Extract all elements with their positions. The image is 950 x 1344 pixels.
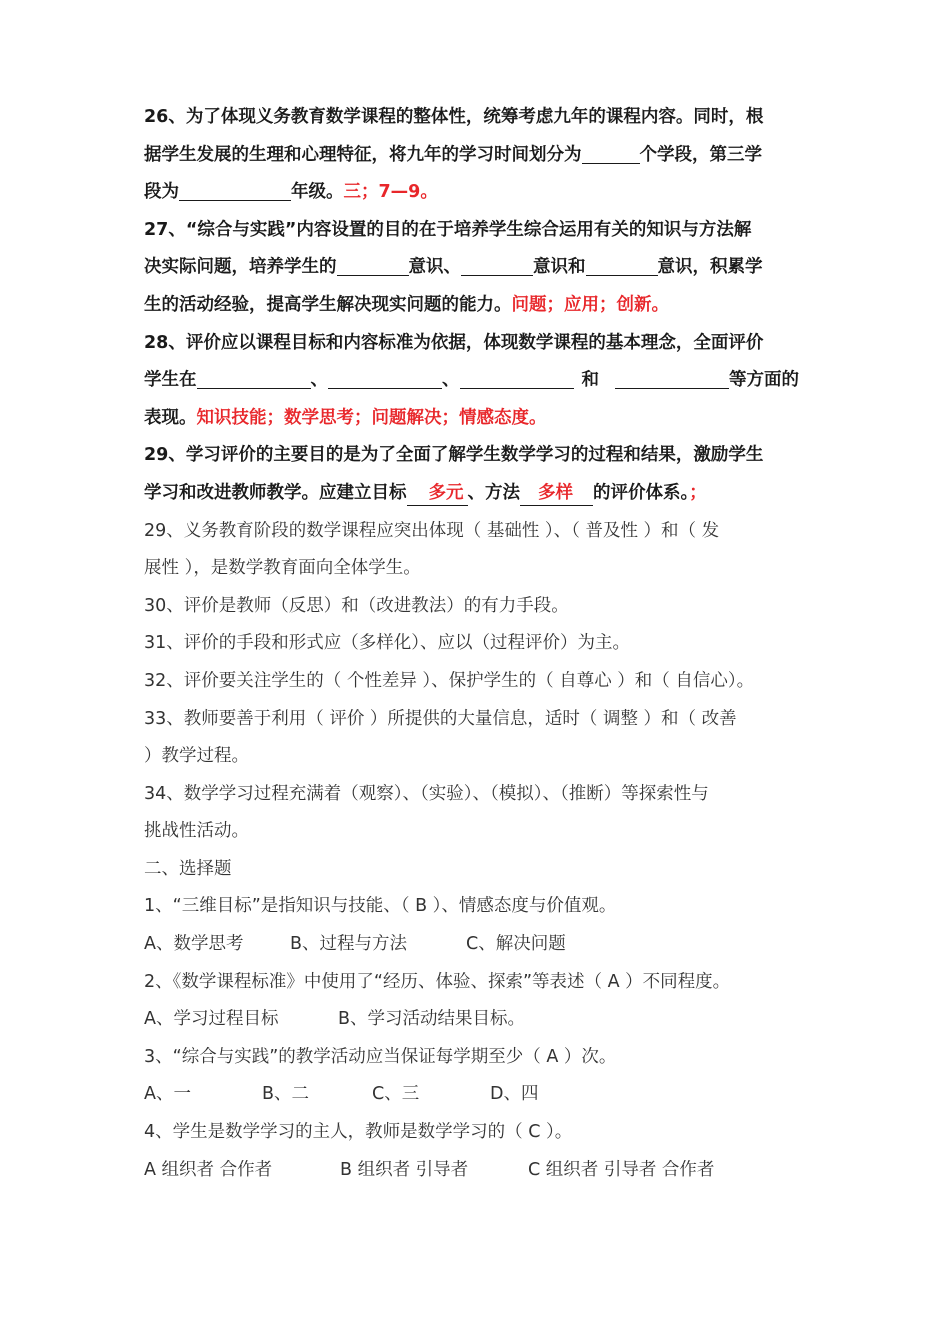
q28-sep: 、: [310, 370, 328, 391]
q28-line3: [144, 400, 824, 438]
choice-option: B、过程与方法: [290, 934, 408, 955]
section-title: 二、选择题: [144, 858, 232, 879]
q34-line1: 34、数学学习过程充满着（观察）、（实验）、（模拟）、（推断）等探索性与: [144, 783, 709, 804]
choice-question: 2、《数学课程标准》中使用了“经历、体验、探索”等表述（ A ）不同程度。: [144, 971, 731, 992]
q27-blank-2: [461, 251, 533, 276]
q26-blank-1: [582, 139, 640, 164]
q29b-line1: 29、义务教育阶段的数学课程应突出体现（ 基础性 ）、（ 普及性 ）和（ 发: [144, 520, 720, 541]
choice-option: C、解决问题: [466, 934, 566, 955]
choice-option: A、数学思考: [144, 934, 244, 955]
choice-question: 3、“综合与实践”的教学活动应当保证每学期至少（ A ）次。: [144, 1046, 617, 1067]
choice-options: [144, 926, 824, 964]
q33-line1: 33、教师要善于利用（ 评价 ）所提供的大量信息，适时（ 调整 ）和（ 改善: [144, 708, 737, 729]
q31: 31、评价的手段和形式应（多样化）、应以（过程评价）为主。: [144, 633, 631, 654]
q28-and: 和: [581, 370, 599, 391]
q28-sep: 、: [442, 370, 460, 391]
q28-text: 等方面的: [729, 370, 799, 391]
choice-options: [144, 1152, 824, 1190]
q27-line3: [144, 287, 824, 325]
q26-answer: 三；7—9。: [343, 182, 438, 203]
q28-line2: [144, 362, 824, 400]
q27-text: 生的活动经验，提高学生解决现实问题的能力。: [144, 294, 512, 315]
q27-text: 意识，积累学: [657, 257, 763, 278]
q32: 32、评价要关注学生的（ 个性差异 ）、保护学生的（ 自尊心 ）和（ 自信心）。: [144, 670, 755, 691]
q27-blank-1: [337, 251, 409, 276]
choice-option: B、二: [262, 1084, 310, 1105]
choice-option: B 组织者 引导者: [340, 1159, 469, 1180]
choice-question: 4、学生是数学学习的主人，教师是数学学习的（ C ）。: [144, 1122, 573, 1143]
q30: 30、评价是教师（反思）和（改进教法）的有力手段。: [144, 595, 569, 616]
q27-text: 意识、: [408, 257, 461, 278]
choice-question: 1、“三维目标”是指知识与技能、（ B ）、情感态度与价值观。: [144, 896, 617, 917]
choice-option: C、三: [372, 1084, 420, 1105]
choice-option: A、一: [144, 1084, 191, 1105]
q29a-text: 、方法: [467, 482, 520, 503]
q28-answer: 知识技能；数学思考；问题解决；情感态度。: [196, 407, 547, 428]
choice-option: D、四: [490, 1084, 539, 1105]
q28-blank-3: [460, 364, 574, 389]
q26-line1: 26、为了体现义务教育数学课程的整体性，统筹考虑九年的课程内容。同时，根: [144, 107, 764, 127]
q26-text: 据学生发展的生理和心理特征，将九年的学习时间划分为: [144, 144, 582, 165]
q26-line2: [144, 137, 824, 175]
q29b-line2: 展性 ），是数学教育面向全体学生。: [144, 558, 421, 579]
choice-options: [144, 1076, 824, 1114]
q27-blank-3: [586, 251, 658, 276]
q27-line1: 27、“综合与实践”内容设置的目的在于培养学生综合运用有关的知识与方法解: [144, 219, 752, 240]
choice-option: C 组织者 引导者 合作者: [528, 1159, 715, 1180]
q26-blank-2: [179, 176, 291, 201]
q29a-text: 的评价体系。: [593, 482, 690, 503]
choice-option: A 组织者 合作者: [144, 1159, 273, 1180]
q29a-end: ；: [689, 482, 707, 503]
q27-text: 决实际问题，培养学生的: [144, 257, 337, 278]
q29a-text: 学习和改进教师教学。应建立目标: [144, 482, 407, 503]
q28-blank-2: [328, 364, 442, 389]
q27-line2: [144, 249, 824, 287]
q28-line1: 28、评价应以课程目标和内容标准为依据，体现数学课程的基本理念，全面评价: [144, 332, 764, 353]
choice-option: A、学习过程目标: [144, 1009, 279, 1030]
q28-text: 表现。: [144, 407, 197, 428]
q29a-answer-1: 多元: [407, 481, 468, 506]
q28-text: 学生在: [144, 370, 197, 391]
document-body: [144, 99, 824, 1189]
q26-text: 个学段，第三学: [639, 144, 762, 165]
q29a-line2: [144, 475, 824, 513]
q34-line2: 挑战性活动。: [144, 821, 249, 842]
choice-options: [144, 1001, 824, 1039]
q26-text: 年级。: [291, 182, 344, 203]
q26-text: 段为: [144, 182, 179, 203]
q28-blank-4: [615, 364, 729, 389]
q28-blank-1: [197, 364, 311, 389]
q26-line3: [144, 174, 824, 212]
q29a-line1: 29、学习评价的主要目的是为了全面了解学生数学学习的过程和结果，激励学生: [144, 445, 764, 466]
choice-option: B、学习活动结果目标。: [338, 1009, 526, 1030]
q33-line2: ）教学过程。: [144, 746, 249, 767]
q27-answer: 问题；应用；创新。: [511, 294, 669, 315]
q29a-answer-2: 多样: [520, 481, 593, 506]
q27-text: 意识和: [533, 257, 586, 278]
